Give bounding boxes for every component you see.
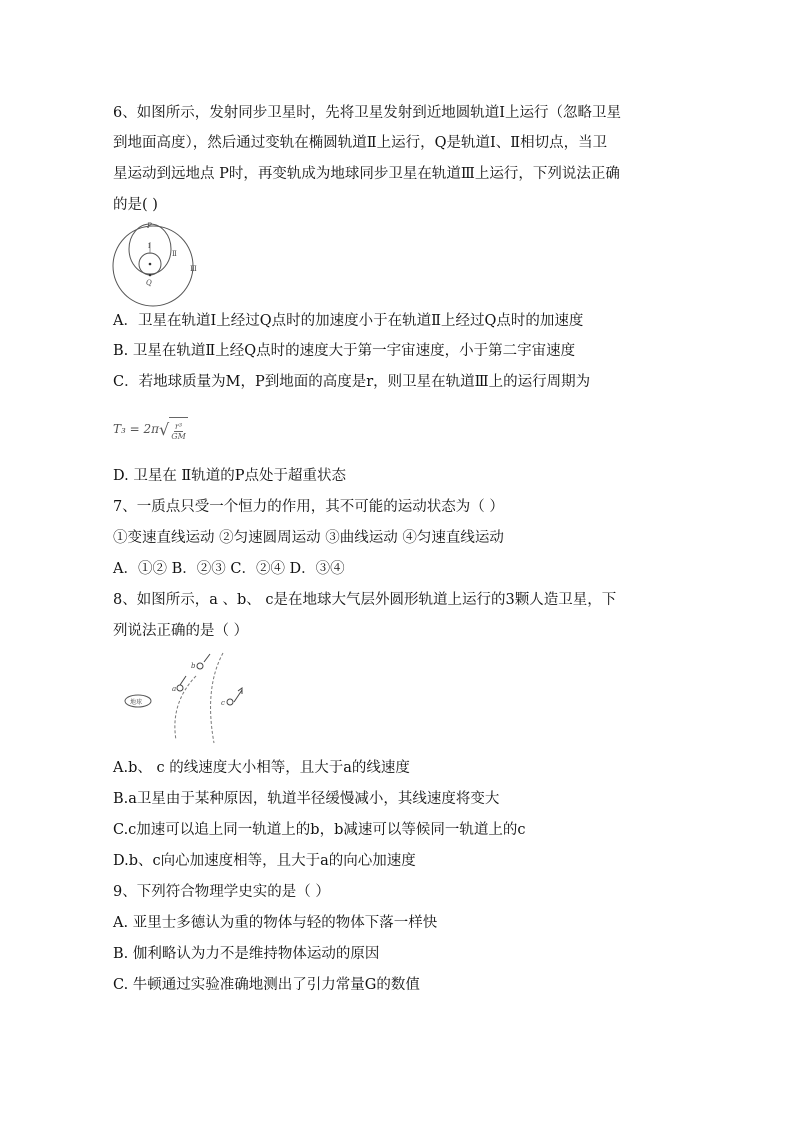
orbit-ii-label: Ⅱ: [172, 250, 177, 258]
q6-period-formula: [113, 417, 188, 441]
q9-option-a: A. 亚里士多德认为重的物体与轻的物体下落一样快: [113, 915, 438, 931]
q6-stem-line-3: 星运动到远地点 P时，再变轨成为地球同步卫星在轨道Ⅲ上运行，下列说法正确: [113, 166, 620, 182]
q6-option-d: D. 卫星在 Ⅱ轨道的P点处于超重状态: [113, 468, 347, 484]
q6-stem-line-1: 6、如图所示，发射同步卫星时，先将卫星发射到近地圆轨道Ⅰ上运行（忽略卫星: [113, 105, 621, 121]
q6-option-c: C．若地球质量为M，P到地面的高度是r，则卫星在轨道Ⅲ上的运行周期为: [113, 374, 591, 390]
q6-option-a: A．卫星在轨道Ⅰ上经过Q点时的加速度小于在轨道Ⅱ上经过Q点时的加速度: [113, 313, 584, 329]
point-p-label: P: [147, 222, 152, 230]
orbit-iii-label: Ⅲ: [190, 265, 197, 273]
q8-option-d: D.b、c向心加速度相等，且大于a的向心加速度: [113, 853, 416, 869]
q8-stem-line-1: 8、如图所示，a 、b、 c是在地球大气层外圆形轨道上运行的3颗人造卫星，下: [113, 592, 617, 608]
formula-numerator: r³: [175, 422, 183, 431]
earth-label: 地球: [130, 699, 143, 706]
point-q-label: Q: [146, 279, 152, 287]
q8-option-c: C.c加速可以追上同一轨道上的b，b减速可以等候同一轨道上的c: [113, 822, 526, 838]
orbit-i-label: Ⅰ: [148, 243, 151, 250]
q6-stem-line-2: 到地面高度），然后通过变轨在椭圆轨道Ⅱ上运行，Q是轨道Ⅰ、Ⅱ相切点，当卫: [113, 135, 608, 151]
formula-sqrt: √ $\frac{\text{r³}}{GM}$: [159, 417, 188, 441]
q7-options: A．①② B．②③ C．②④ D．③④: [113, 561, 345, 577]
satellite-c-label: c: [221, 699, 225, 707]
q9-option-b: B. 伽利略认为力不是维持物体运动的原因: [113, 946, 380, 962]
q8-stem-line-2: 列说法正确的是（ ）: [113, 623, 249, 639]
q7-stem: 7、一质点只受一个恒力的作用，其不可能的运动状态为（ ）: [113, 499, 504, 515]
formula-lhs: T₃ = 2π: [113, 422, 160, 436]
q8-satellite-figure: [118, 648, 268, 748]
q9-option-c: C. 牛顿通过实验准确地测出了引力常量G的数值: [113, 977, 420, 993]
q8-option-a: A.b、 c 的线速度大小相等，且大于a的线速度: [113, 760, 410, 776]
q7-choices: ①变速直线运动 ②匀速圆周运动 ③曲线运动 ④匀速直线运动: [113, 530, 504, 546]
satellite-b-label: b: [191, 662, 196, 670]
q8-option-b: B.a卫星由于某种原因，轨道半径缓慢减小，其线速度将变大: [113, 791, 500, 807]
q6-stem-line-4: 的是( ): [113, 197, 158, 213]
q6-orbit-figure: [108, 220, 204, 310]
q9-stem: 9、下列符合物理学史实的是（ ）: [113, 884, 330, 900]
q6-option-b: B. 卫星在轨道Ⅱ上经Q点时的速度大于第一宇宙速度，小于第二宇宙速度: [113, 343, 576, 359]
satellite-a-label: a: [172, 685, 177, 693]
formula-denominator: GM: [171, 432, 186, 441]
